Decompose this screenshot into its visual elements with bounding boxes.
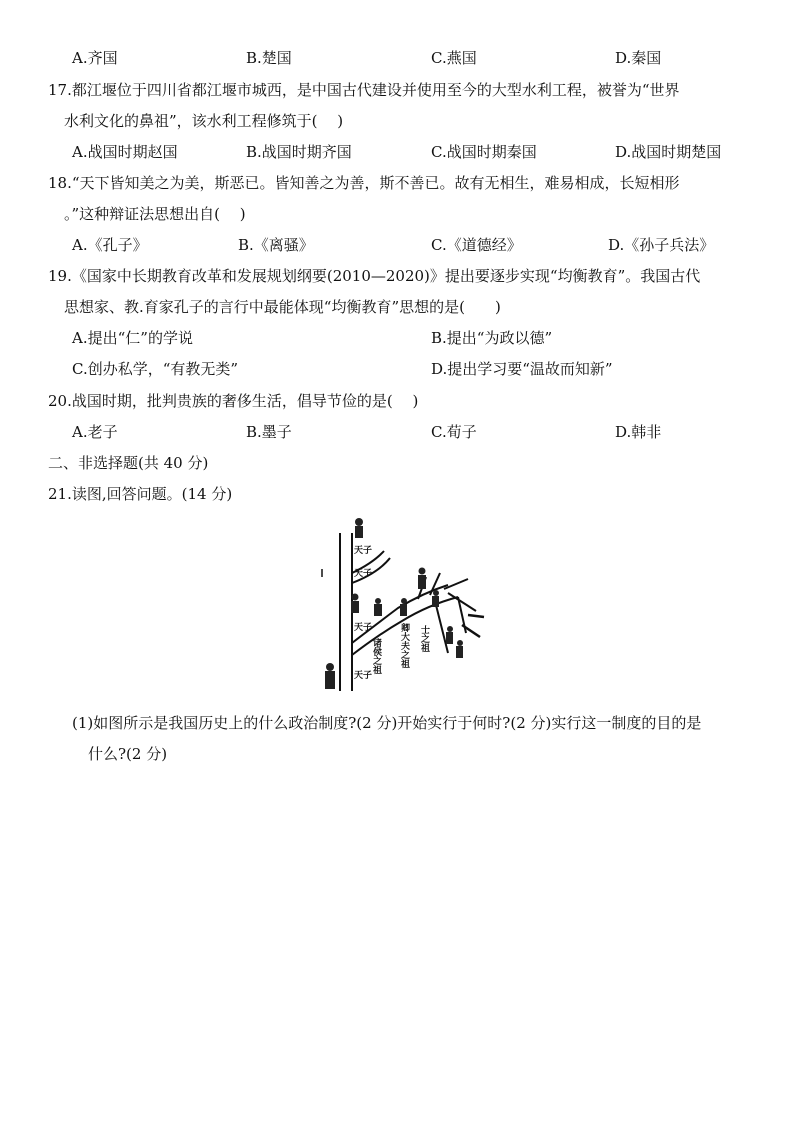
q21-sub1-line1: (1)如图所示是我国历史上的什么政治制度?(2 分)开始实行于何时?(2 分)实行这一制度的目的是: [72, 714, 702, 732]
q20-option-c: C.荀子: [431, 423, 477, 441]
q19-stem-line2: 思想家、教.育家孔子的言行中最能体现“均衡教育”思想的是( ): [64, 298, 501, 316]
q18-option-a: A.《孔子》: [72, 236, 148, 254]
q17-stem-line1: 17.都江堰位于四川省都江堰市城西，是中国古代建设并使用至今的大型水利工程，被誉为“世界: [48, 81, 680, 99]
q18-option-d: D.《孙子兵法》: [608, 236, 715, 254]
q17-stem-line2: 水利文化的鼻祖”，该水利工程修筑于( ): [64, 112, 344, 130]
q19-option-a: A.提出“仁”的学说: [72, 329, 193, 347]
q20-option-d: D.韩非: [615, 423, 662, 441]
q17-option-d: D.战国时期楚国: [615, 143, 722, 161]
q20-stem: 20.战国时期，批判贵族的奢侈生活，倡导节俭的是( ): [48, 392, 419, 410]
label-tianzi-mid: 天子: [354, 623, 373, 633]
q20-option-a: A.老子: [72, 423, 118, 441]
q20-option-b: B.墨子: [246, 423, 292, 441]
q18-stem-line1: 18.“天下皆知美之为美，斯恶已。皆知善之为善，斯不善已。故有无相生，难易相成，长短相形: [48, 174, 680, 192]
label-tianzi-top2: 天子: [354, 569, 373, 579]
q16-option-a: A.齐国: [72, 49, 118, 67]
q19-option-d: D.提出学习要“温故而知新”: [431, 360, 613, 378]
q18-option-b: B.《离骚》: [238, 236, 314, 254]
person-figures: [325, 518, 463, 689]
enfeoffment-tree-figure: [318, 513, 488, 695]
q17-option-b: B.战国时期齐国: [246, 143, 352, 161]
label-tianzi-top1: 天子: [354, 546, 373, 556]
q18-stem-line2: 。”这种辩证法思想出自( ): [64, 205, 246, 223]
tree-diagram-svg: [318, 513, 488, 695]
q19-stem-line1: 19.《国家中长期教育改革和发展规划纲要(2010—2020)》提出要逐步实现“均衡教育”。我国古代: [48, 267, 701, 285]
q19-option-b: B.提出“为政以德”: [431, 329, 553, 347]
q16-option-d: D.秦国: [615, 49, 662, 67]
q21-stem: 21.读图,回答问题。(14 分): [48, 485, 233, 503]
tree-trunk: [340, 533, 352, 691]
label-shi: 士之祖: [419, 625, 429, 652]
section2-heading: 二、非选择题(共 40 分): [48, 454, 209, 472]
q16-option-b: B.楚国: [246, 49, 292, 67]
q16-option-c: C.燕国: [431, 49, 477, 67]
tree-twigs: [462, 615, 484, 637]
q19-option-c: C.创办私学，“有教无类”: [72, 360, 239, 378]
q17-option-a: A.战国时期赵国: [72, 143, 178, 161]
label-qingdafu: 卿大夫之祖: [399, 623, 409, 668]
label-tianzi-bottom: 天子: [354, 671, 373, 681]
q21-sub1-line2: 什么?(2 分): [88, 745, 168, 763]
label-zhuhou: 诸侯之祖: [371, 638, 381, 674]
q18-option-c: C.《道德经》: [431, 236, 522, 254]
q17-option-c: C.战国时期秦国: [431, 143, 537, 161]
